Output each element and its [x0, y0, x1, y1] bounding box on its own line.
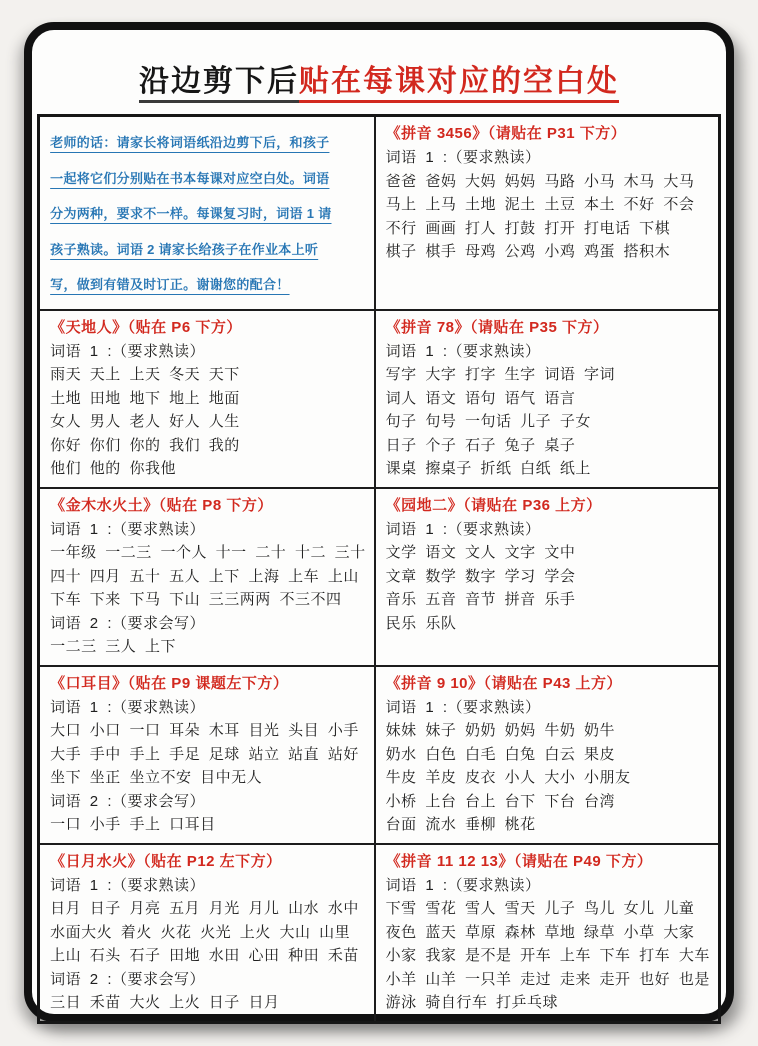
text-line: 雨天 天上 上天 冬天 天下 — [50, 366, 240, 383]
table-row — [39, 116, 720, 310]
word-lines — [386, 874, 710, 1015]
text-line: 爸爸 爸妈 大妈 妈妈 马路 小马 木马 大马 — [385, 172, 695, 190]
text-line: 词语 1 :（要求熟读） — [50, 698, 205, 716]
word-lines — [386, 146, 710, 264]
note-line: 老师的话：请家长将词语纸沿边剪下后，和孩子 — [50, 135, 330, 150]
table-row — [39, 488, 720, 666]
text-line: 课桌 擦桌子 折纸 白纸 纸上 — [385, 460, 591, 477]
section-header: 《拼音 3456》（请贴在 P31 下方） — [385, 125, 627, 142]
text-line: 大手 手中 手上 手足 足球 站立 站直 站好 — [50, 745, 359, 763]
text-line: 游泳 骑自行车 打乒乓球 — [385, 994, 558, 1011]
text-line: 不行 画画 打人 打鼓 打开 打电话 下棋 — [385, 219, 671, 237]
text-line: 小羊 山羊 一只羊 走过 走来 走开 也好 也是 — [385, 970, 710, 988]
cell-teacher-note — [39, 116, 375, 310]
section-header: 《园地二》（请贴在 P36 上方） — [385, 496, 602, 514]
text-line: 词语 1 :（要求熟读） — [385, 876, 541, 894]
text-line: 夜色 蓝天 草原 森林 草地 绿草 小草 大家 — [385, 923, 695, 941]
note-line: 孩子熟读。词语 2 请家长给孩子在作业本上听 — [50, 241, 319, 257]
cell-tiandiren — [39, 310, 375, 488]
text-line: 台面 流水 垂柳 桃花 — [385, 816, 536, 833]
text-line: 民乐 乐队 — [385, 614, 457, 632]
note-line: 一起将它们分别贴在书本每课对应空白处。词语 — [50, 170, 330, 186]
text-line: 小桥 上台 台上 台下 下台 台湾 — [385, 792, 615, 810]
text-line: 下车 下来 下马 下山 三三两两 不三不四 — [50, 591, 342, 608]
text-line: 土地 田地 地下 地上 地面 — [50, 389, 240, 407]
word-lines — [50, 518, 366, 659]
text-line: 上山 石头 石子 田地 水田 心田 种田 禾苗 — [50, 947, 359, 964]
text-line: 词语 1 :（要求熟读） — [385, 698, 541, 716]
text-line: 词语 2 :（要求会写） — [50, 970, 205, 988]
word-lines — [386, 696, 710, 837]
word-table — [37, 114, 721, 1024]
table-row — [39, 844, 720, 1023]
text-line: 马上 上马 土地 泥土 土豆 本土 不好 不会 — [385, 196, 695, 213]
text-line: 日子 个子 石子 兔子 桌子 — [385, 436, 576, 454]
section-header: 《拼音 9 10》（请贴在 P43 上方） — [385, 674, 623, 692]
text-line: 词语 1 :（要求熟读） — [50, 342, 205, 360]
text-line: 一口 小手 手上 口耳目 — [50, 816, 216, 833]
word-lines — [50, 696, 366, 837]
page-frame — [24, 22, 734, 1022]
text-line: 大口 小口 一口 耳朵 木耳 目光 头目 小手 — [50, 722, 359, 739]
section-header: 《天地人》（贴在 P6 下方） — [50, 318, 242, 336]
cell-pinyin-3456 — [375, 116, 720, 310]
text-line: 棋子 棋手 母鸡 公鸡 小鸡 鸡蛋 搭积木 — [385, 243, 671, 260]
word-lines — [386, 340, 710, 481]
text-line: 句子 句号 一句话 儿子 子女 — [385, 413, 591, 430]
page-title-red-part: 贴在每课对应的空白处 — [299, 65, 619, 103]
text-line: 日月 日子 月亮 五月 月光 月儿 山水 水中 — [50, 900, 359, 917]
text-line: 词语 1 :（要求熟读） — [385, 149, 541, 166]
note-line: 写，做到有错及时订正。谢谢您的配合！ — [50, 277, 290, 292]
text-line: 词人 语文 语句 语气 语言 — [385, 389, 576, 407]
text-line: 你好 你们 你的 我们 我的 — [50, 436, 240, 454]
text-line: 写字 大字 打字 生字 词语 字词 — [385, 366, 615, 383]
section-header: 《拼音 11 12 13》（请贴在 P49 下方） — [385, 852, 653, 870]
cell-yuandi-2 — [375, 488, 720, 666]
section-header: 《金木水火土》（贴在 P8 下方） — [50, 496, 273, 514]
section-header: 《拼音 78》（请贴在 P35 下方） — [385, 318, 609, 336]
section-header: 《口耳目》（贴在 P9 课题左下方） — [50, 674, 289, 692]
text-line: 坐下 坐正 坐立不安 目中无人 — [50, 769, 263, 786]
cell-jinmushuihuotu — [39, 488, 375, 666]
text-line: 文章 数学 数字 学习 学会 — [385, 567, 576, 585]
text-line: 词语 2 :（要求会写） — [50, 792, 205, 810]
text-line: 词语 1 :（要求熟读） — [50, 876, 205, 894]
cell-pinyin-11-12-13 — [375, 844, 720, 1023]
note-line: 分为两种，要求不一样。每课复习时，词语 1 请 — [50, 206, 332, 221]
cell-riyueshuihuo — [39, 844, 375, 1023]
text-line: 文学 语文 文人 文字 文中 — [385, 544, 576, 561]
word-lines — [386, 518, 710, 636]
text-line: 妹妹 妹子 奶奶 奶妈 牛奶 奶牛 — [385, 722, 615, 739]
text-line: 女人 男人 老人 好人 人生 — [50, 413, 240, 430]
word-lines — [50, 874, 366, 1015]
text-line: 一二三 三人 上下 — [50, 638, 176, 655]
text-line: 三日 禾苗 大火 上火 日子 日月 — [50, 994, 280, 1011]
text-line: 奶水 白色 白毛 白兔 白云 果皮 — [385, 745, 615, 763]
text-line: 牛皮 羊皮 皮衣 小人 大小 小朋友 — [385, 769, 631, 786]
page-title — [32, 56, 726, 100]
text-line: 他们 他的 你我他 — [50, 460, 176, 477]
word-lines — [50, 340, 366, 481]
cell-pinyin-78 — [375, 310, 720, 488]
text-line: 词语 1 :（要求熟读） — [385, 342, 541, 360]
table-row — [39, 310, 720, 488]
section-header: 《日月水火》（贴在 P12 左下方） — [50, 852, 282, 870]
text-line: 四十 四月 五十 五人 上下 上海 上车 上山 — [50, 567, 359, 585]
text-line: 下雪 雪花 雪人 雪天 儿子 鸟儿 女儿 儿童 — [385, 900, 695, 917]
table-row — [39, 666, 720, 844]
text-line: 一年级 一二三 一个人 十一 二十 十二 三十 — [50, 544, 366, 561]
cell-pinyin-9-10 — [375, 666, 720, 844]
text-line: 小家 我家 是不是 开车 上车 下车 打车 大车 — [385, 947, 710, 964]
text-line: 水面大火 着火 火花 火光 上火 大山 山里 — [50, 923, 351, 941]
cell-kouermu — [39, 666, 375, 844]
text-line: 音乐 五音 音节 拼音 乐手 — [385, 591, 576, 608]
text-line: 词语 1 :（要求熟读） — [385, 520, 541, 538]
page-title-black-part: 沿边剪下后 — [139, 65, 299, 103]
text-line: 词语 2 :（要求会写） — [50, 614, 205, 632]
text-line: 词语 1 :（要求熟读） — [50, 520, 205, 538]
